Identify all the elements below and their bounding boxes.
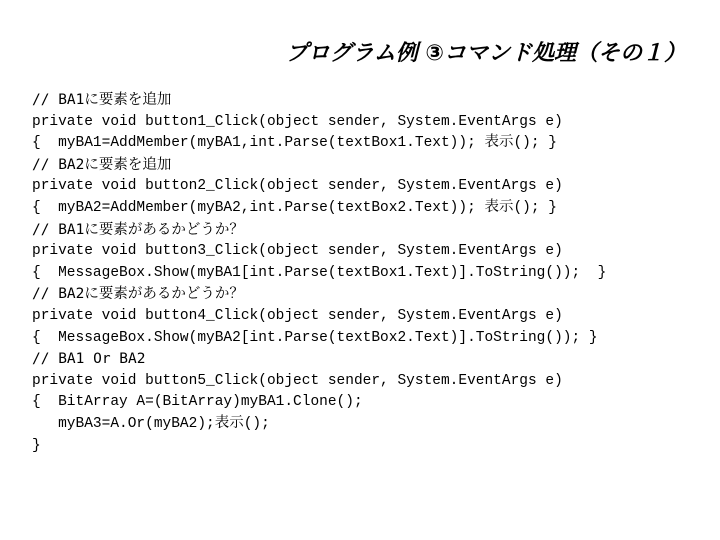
code-comment-line: // BA1に要素を追加 bbox=[32, 92, 172, 108]
code-line: { myBA2=AddMember(myBA2,int.Parse(textBox2.Text)); 表示(); } bbox=[32, 199, 557, 216]
code-line: { BitArray A=(BitArray)myBA1.Clone(); bbox=[32, 394, 363, 411]
code-comment-line: // BA2に要素があるかどうか？ bbox=[32, 286, 244, 303]
slide-title: プログラム例 ③コマンド処理（その１） bbox=[285, 41, 686, 66]
code-line: private void button3_Click(object sender, System.EventArgs e) bbox=[32, 243, 563, 260]
code-comment-line: // BA1 Or BA2 bbox=[32, 351, 146, 368]
code-line: myBA3=A.Or(myBA2);表示(); bbox=[32, 415, 270, 432]
code-line: { MessageBox.Show(myBA2[int.Parse(textBox2.Text)].ToString()); } bbox=[32, 329, 598, 346]
code-line: private void button2_Click(object sender, System.EventArgs e) bbox=[32, 178, 563, 195]
code-line: { MessageBox.Show(myBA1[int.Parse(textBox1.Text)].ToString()); } bbox=[32, 264, 607, 281]
code-comment-line: // BA2に要素を追加 bbox=[32, 156, 172, 173]
code-line: private void button4_Click(object sender, System.EventArgs e) bbox=[32, 307, 563, 324]
code-line: private void button5_Click(object sender, System.EventArgs e) bbox=[32, 372, 563, 389]
code-line: } bbox=[32, 437, 41, 454]
code-line: private void button1_Click(object sender, System.EventArgs e) bbox=[32, 113, 563, 130]
code-block bbox=[32, 90, 712, 457]
code-comment-line: // BA1に要素があるかどうか？ bbox=[32, 221, 244, 238]
code-line: { myBA1=AddMember(myBA1,int.Parse(textBox1.Text)); 表示(); } bbox=[32, 135, 557, 152]
